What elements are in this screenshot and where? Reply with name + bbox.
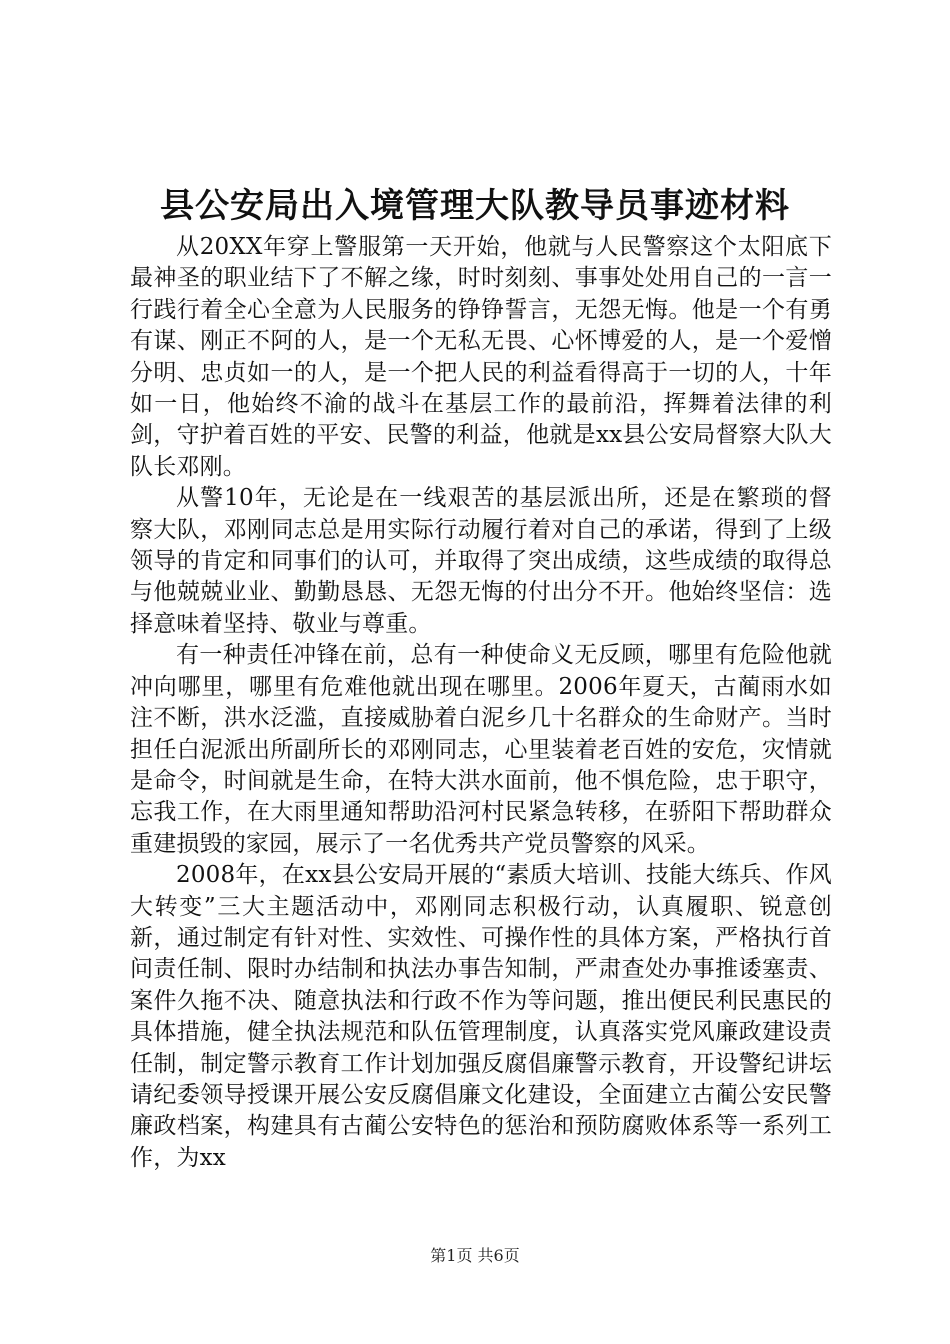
paragraph-4: 2008年，在xx县公安局开展的“素质大培训、技能大练兵、作风大转变”三大主题活动中，邓刚同志积极行动，认真履职、锐意创新，通过制定有针对性、实效性、可操作性的具体方案，严格执行首问责任制、限时办结制和执法办事告知制，严肃查处办事推诿塞责、案件久拖不决、随意执法和行政不作为等问题，推出便民利民惠民的具体措施，健全执法规范和队伍管理制度，认真落实党风廉政建设责任制，制定警示教育工作计划加强反腐倡廉警示教育，开设警纪讲坛请纪委领导授课开展公安反腐倡廉文化建设，全面建立古蔺公安民警廉政档案，构建具有古蔺公安特色的惩治和预防腐败体系等一系列工作，为xx: [130, 862, 832, 1171]
paragraph-1: 从20XX年穿上警服第一天开始，他就与人民警察这个太阳底下最神圣的职业结下了不解之缘，时时刻刻、事事处处用自己的一言一行践行着全心全意为人民服务的铮铮誓言，无怨无悔。他是一个有勇有谋、刚正不阿的人，是一个无私无畏、心怀博爱的人，是一个爱憎分明、忠贞如一的人，是一个把人民的利益看得高于一切的人，十年如一日，他始终不渝的战斗在基层工作的最前沿，挥舞着法律的利剑，守护着百姓的平安、民警的利益，他就是xx县公安局督察大队大队长邓刚。: [130, 234, 832, 480]
document-body: [130, 232, 832, 1174]
document-title: 县公安局出入境管理大队教导员事迹材料: [160, 186, 790, 226]
paragraph-3: 有一种责任冲锋在前，总有一种使命义无反顾，哪里有危险他就冲向哪里，哪里有危难他就出现在哪里。2006年夏天，古蔺雨水如注不断，洪水泛滥，直接威胁着白泥乡几十名群众的生命财产。当时担任白泥派出所副所长的邓刚同志，心里装着老百姓的安危，灾情就是命令，时间就是生命，在特大洪水面前，他不惧危险，忠于职守，忘我工作，在大雨里通知帮助沿河村民紧急转移，在骄阳下帮助群众重建损毁的家园，展示了一名优秀共产党员警察的风采。: [130, 642, 832, 857]
page-number-footer: 第1页 共6页: [430, 1246, 520, 1265]
paragraph-2: 从警10年，无论是在一线艰苦的基层派出所，还是在繁琐的督察大队，邓刚同志总是用实际行动履行着对自己的承诺，得到了上级领导的肯定和同事们的认可，并取得了突出成绩，这些成绩的取得总与他兢兢业业、勤勤恳恳、无怨无悔的付出分不开。他始终坚信：选择意味着坚持、敬业与尊重。: [130, 485, 832, 637]
